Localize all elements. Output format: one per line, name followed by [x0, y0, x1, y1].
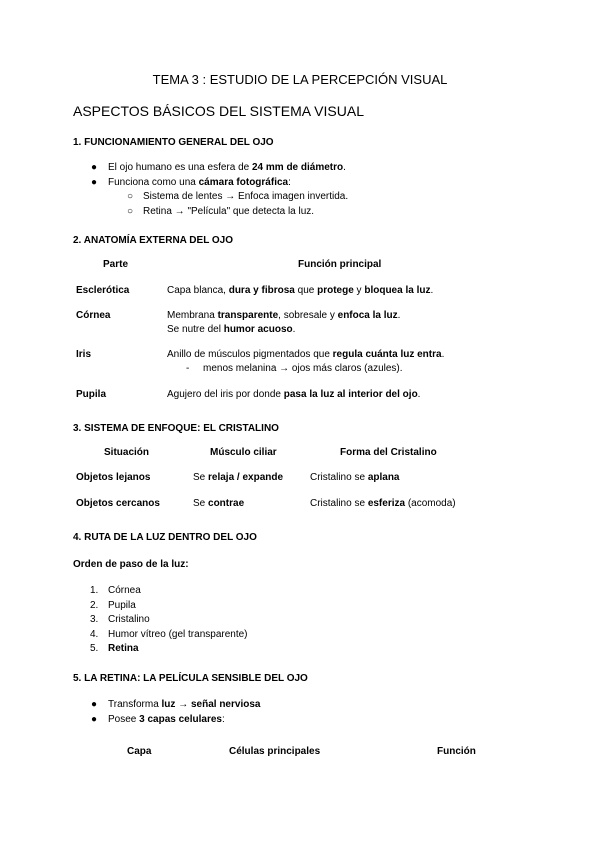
s2-row-2-function-line-2: Se nutre del humor acuoso. [167, 324, 296, 335]
s3-row-2-muscle: Se contrae [193, 498, 245, 509]
s3-row-1-muscle: Se relaja / expande [193, 472, 284, 483]
list-number: 1. [90, 585, 99, 596]
list-item: Córnea [108, 585, 141, 596]
document-subtitle: ASPECTOS BÁSICOS DEL SISTEMA VISUAL [73, 103, 364, 119]
s2-row-4-function: Agujero del iris por donde pasa la luz al interior del ojo. [167, 389, 421, 400]
dash-bullet: - [186, 363, 190, 374]
s1-sub-bullet-1: Sistema de lentes → Enfoca imagen invertida. [143, 191, 349, 202]
section-3-heading: 3. SISTEMA DE ENFOQUE: EL CRISTALINO [73, 423, 279, 434]
s3-row-2-situation: Objetos cercanos [76, 498, 160, 509]
document-title: TEMA 3 : ESTUDIO DE LA PERCEPCIÓN VISUAL [152, 72, 448, 87]
s5-bullet-1: Transforma luz → señal nerviosa [108, 699, 261, 710]
hollow-bullet: ○ [127, 206, 134, 217]
s2-row-2-function: Membrana transparente, sobresale y enfoca la luz. [167, 310, 401, 321]
s3-row-1-lens-shape: Cristalino se aplana [310, 472, 400, 483]
section-5-heading: 5. LA RETINA: LA PELÍCULA SENSIBLE DEL OJO [73, 673, 308, 684]
section-4-heading: 4. RUTA DE LA LUZ DENTRO DEL OJO [73, 532, 257, 543]
s2-row-1-part: Esclerótica [76, 285, 130, 296]
s2-row-1-function: Capa blanca, dura y fibrosa que protege y bloquea la luz. [167, 285, 434, 296]
s1-bullet-1: El ojo humano es una esfera de 24 mm de diámetro. [108, 162, 346, 173]
s3-row-2-lens-shape: Cristalino se esferiza (acomoda) [310, 498, 456, 509]
list-item: Retina [108, 643, 139, 654]
list-number: 4. [90, 629, 99, 640]
s2-row-3-function: Anillo de músculos pigmentados que regula cuánta luz entra. [167, 349, 445, 360]
s2-col-header-part: Parte [103, 259, 129, 270]
list-item: Humor vítreo (gel transparente) [108, 629, 248, 640]
s5-col-header-function: Función [437, 746, 476, 757]
s4-lead: Orden de paso de la luz: [73, 559, 189, 570]
bullet-dot: ● [91, 714, 98, 725]
s3-col-header-situation: Situación [104, 447, 150, 458]
section-2-heading: 2. ANATOMÍA EXTERNA DEL OJO [73, 235, 234, 246]
s1-bullet-2: Funciona como una cámara fotográfica: [108, 177, 291, 188]
s5-col-header-cells: Células principales [229, 746, 321, 757]
s1-sub-bullet-2: Retina → "Película" que detecta la luz. [143, 206, 315, 217]
bullet-dot: ● [91, 162, 98, 173]
s3-col-header-muscle: Músculo ciliar [210, 447, 277, 458]
list-number: 2. [90, 600, 99, 611]
s5-bullet-2: Posee 3 capas celulares: [108, 714, 225, 725]
s2-row-3-part: Iris [76, 349, 92, 360]
s3-row-1-situation: Objetos lejanos [76, 472, 151, 483]
s3-col-header-lens-shape: Forma del Cristalino [340, 447, 437, 458]
bullet-dot: ● [91, 699, 98, 710]
s2-row-3-sub: menos melanina → ojos más claros (azules). [203, 363, 403, 374]
section-1-heading: 1. FUNCIONAMIENTO GENERAL DEL OJO [73, 137, 274, 148]
list-item: Pupila [108, 600, 136, 611]
s2-row-4-part: Pupila [76, 389, 107, 400]
list-item: Cristalino [108, 614, 150, 625]
s2-row-2-part: Córnea [76, 310, 111, 321]
bullet-dot: ● [91, 177, 98, 188]
list-number: 5. [90, 643, 99, 654]
s5-col-header-layer: Capa [127, 746, 152, 757]
s2-col-header-function: Función principal [298, 259, 382, 270]
hollow-bullet: ○ [127, 191, 134, 202]
list-number: 3. [90, 614, 99, 625]
